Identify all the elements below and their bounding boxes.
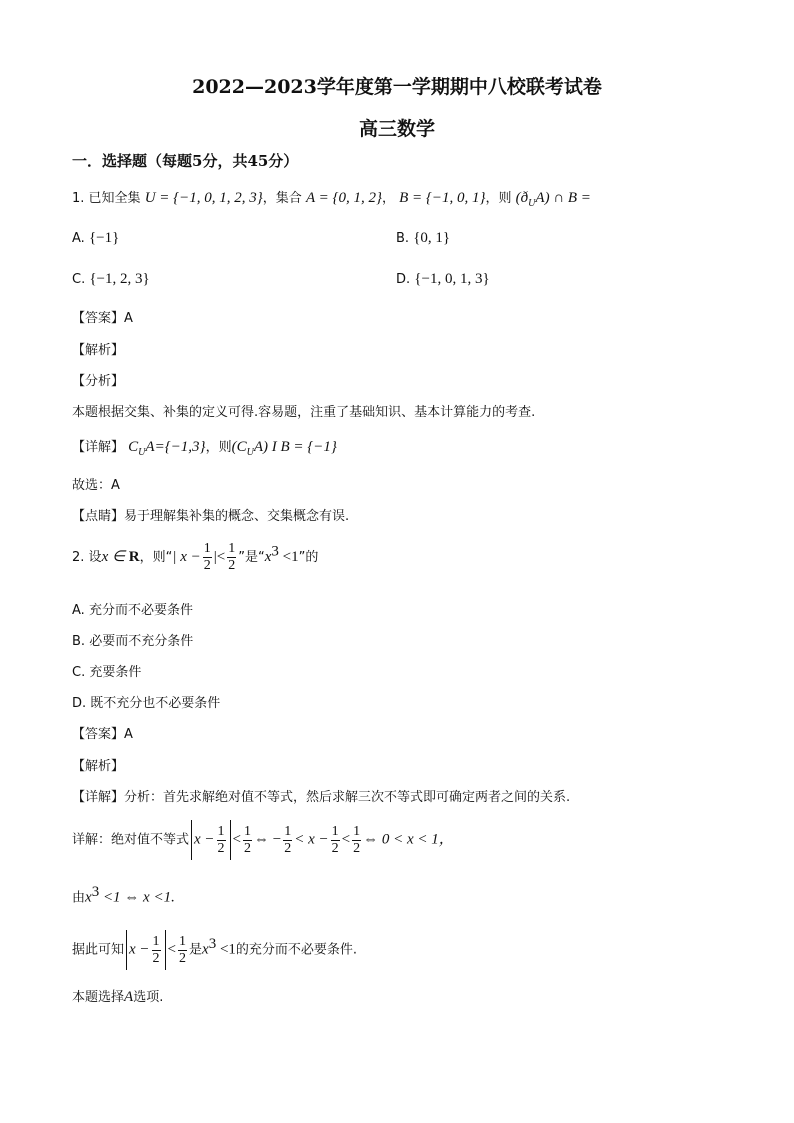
q1-fenxi-text: 本题根据交集、补集的定义可得.容易题，注重了基础知识、基本计算能力的考查. xyxy=(72,405,536,420)
q1-choose: 故选：A xyxy=(72,478,120,493)
q2-stem: 2. 设x ∈ R，则“| x − $\frac{1}{2}$ |< $\frac{1}{2}$ ”是“$x^3 <1$”的 xyxy=(72,541,319,573)
q2-detail: 【详解】分析：首先求解绝对值不等式，然后求解三次不等式即可确定两者之间的关系. xyxy=(72,790,571,805)
q1-option-b: B. {0, 1} xyxy=(396,230,451,246)
q1-stem: 1. 已知全集 U = {−1, 0, 1, 2, 3}，集合 A = {0, 1, 2}， B = {−1, 0, 1}，则 $(ð_UA)$ ∩ B = xyxy=(72,190,591,209)
q1-answer: 【答案】A xyxy=(72,311,133,326)
q1-fenxi-tag: 【分析】 xyxy=(72,374,125,389)
page-title: 2022—2023学年度第一学期期中八校联考试卷 xyxy=(192,76,602,98)
q1-option-c: C. {−1, 2, 3} xyxy=(72,271,150,287)
q2-solution-line3: 据此可知 x − $\frac{1}{2}$ < $\frac{1}{2}$ 是$x^3 <1$的充分而不必要条件. xyxy=(72,930,357,970)
q1-option-a: A. {−1} xyxy=(72,230,120,246)
q2-solution-line1: 详解：绝对值不等式 x − $\frac{1}{2}$ < $\frac{1}{2}$ ⇔ − $\frac{1}{2}$ < x − $\frac{1}{2}$ < $\frac{1}{2}$ ⇔ 0 < x < 1， xyxy=(72,820,454,860)
q1-analysis-tag: 【解析】 xyxy=(72,343,125,358)
q1-detail: 【详解】 $C_UA=\{-1,3\}$，则$(C_UA)$ I B = {−1} xyxy=(72,439,337,458)
q2-conclusion: 本题选择A选项. xyxy=(72,989,164,1005)
q2-option-d: D. 既不充分也不必要条件 xyxy=(72,696,221,711)
q2-option-b: B. 必要而不充分条件 xyxy=(72,634,194,649)
q2-option-c: C. 充要条件 xyxy=(72,665,142,680)
q2-analysis-tag: 【解析】 xyxy=(72,759,125,774)
q2-answer: 【答案】A xyxy=(72,727,133,742)
q1-option-d: D. {−1, 0, 1, 3} xyxy=(396,271,490,287)
section-heading: 一．选择题（每题5分，共45分） xyxy=(72,152,299,170)
page-subtitle: 高三数学 xyxy=(358,118,435,140)
q2-solution-line2: 由$x^3 <1$ ⇔ x <1. xyxy=(72,884,175,906)
q1-dianjing: 【点睛】易于理解集补集的概念、交集概念有误. xyxy=(72,509,350,524)
q2-option-a: A. 充分而不必要条件 xyxy=(72,603,193,618)
